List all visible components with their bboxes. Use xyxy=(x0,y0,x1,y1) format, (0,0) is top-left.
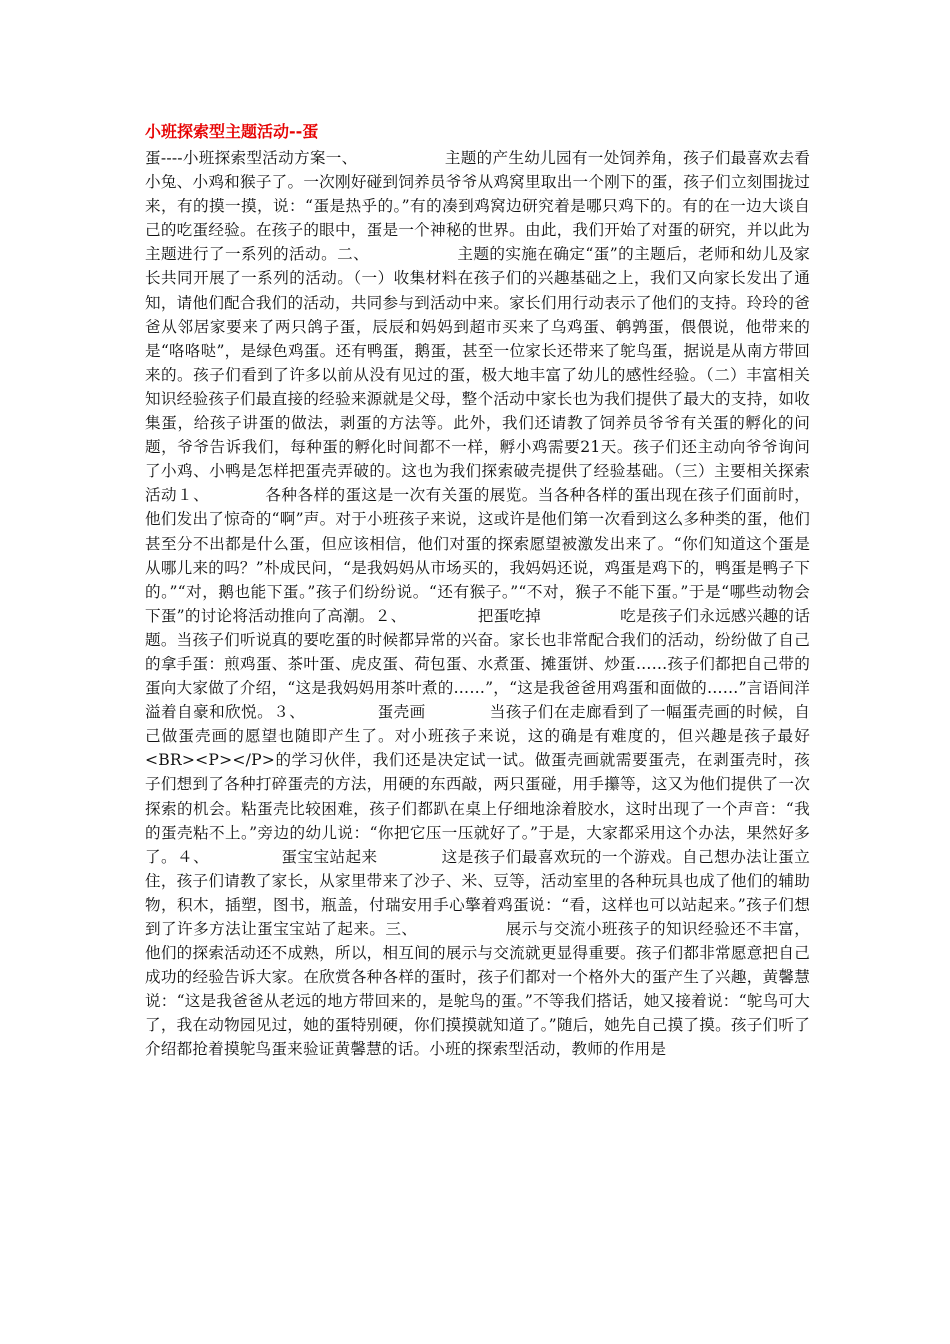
document-title: 小班探索型主题活动--蛋 xyxy=(145,122,319,141)
document-page xyxy=(145,120,858,1062)
document-body: 蛋----小班探索型活动方案一、 主题的产生幼儿园有一处饲养角，孩子们最喜欢去看小兔、小鸡和猴子了。一次刚好碰到饲养员爷爷从鸡窝里取出一个刚下的蛋，孩子们立刻围拢过来，有的摸一摸，说：“蛋是热乎的。”有的凑到鸡窝边研究着是哪只鸡下的。有的在一边大谈自己的吃蛋经验。在孩子的眼中，蛋是一个神秘的世界。由此，我们开始了对蛋的研究，并以此为主题进行了一系列的活动。二、 主题的实施在确定“蛋”的主题后，老师和幼儿及家长共同开展了一系列的活动。（一）收集材料在孩子们的兴趣基础之上，我们又向家长发出了通知，请他们配合我们的活动，共同参与到活动中来。家长们用行动表示了他们的支持。玲玲的爸爸从邻居家要来了两只鸽子蛋，辰辰和妈妈到超市买来了乌鸡蛋、鹌鹑蛋，偎偎说，他带来的是“咯咯哒”，是绿色鸡蛋。还有鸭蛋，鹅蛋，甚至一位家长还带来了鸵鸟蛋，据说是从南方带回来的。孩子们看到了许多以前从没有见过的蛋，极大地丰富了幼儿的感性经验。（二）丰富相关知识经验孩子们最直接的经验来源就是父母，整个活动中家长也为我们提供了最大的支持，如收集蛋，给孩子讲蛋的做法，剥蛋的方法等。此外，我们还请教了饲养员爷爷有关蛋的孵化的问题，爷爷告诉我们，每种蛋的孵化时间都不一样，孵小鸡需要21天。孩子们还主动向爷爷询问了小鸡、小鸭是怎样把蛋壳弄破的。这也为我们探索破壳提供了经验基础。（三）主要相关探索活动１、 各种各样的蛋这是一次有关蛋的展览。当各种各样的蛋出现在孩子们面前时，他们发出了惊奇的“啊”声。对于小班孩子来说，这或许是他们第一次看到这么多种类的蛋，他们甚至分不出都是什么蛋，但应该相信，他们对蛋的探索愿望被激发出来了。“你们知道这个蛋是从哪儿来的吗？”朴成民问，“是我妈妈从市场买的，我妈妈还说，鸡蛋是鸡下的，鸭蛋是鸭子下的。”“对，鹅也能下蛋。”孩子们纷纷说。“还有猴子。”“不对，猴子不能下蛋。”于是“哪些动物会下蛋”的讨论将活动推向了高潮。２、 把蛋吃掉 吃是孩子们永远感兴趣的话题。当孩子们听说真的要吃蛋的时候都异常的兴奋。家长也非常配合我们的活动，纷纷做了自己的拿手蛋：煎鸡蛋、茶叶蛋、虎皮蛋、荷包蛋、水煮蛋、摊蛋饼、炒蛋……孩子们都把自己带的蛋向大家做了介绍，“这是我妈妈用茶叶煮的……”，“这是我爸爸用鸡蛋和面做的……”言语间洋溢着自豪和欣悦。３、 蛋壳画 当孩子们在走廊看到了一幅蛋壳画的时候，自己做蛋壳画的愿望也随即产生了。对小班孩子来说，这的确是有难度的，但兴趣是孩子最好 <BR><P></P>的学习伙伴，我们还是决定试一试。做蛋壳画就需要蛋壳，在剥蛋壳时，孩子们想到了各种打碎蛋壳的方法，用硬的东西敲，两只蛋碰，用手攥等，这又为他们提供了一次探索的机会。粘蛋壳比较困难，孩子们都趴在桌上仔细地涂着胶水，这时出现了一个声音：“我的蛋壳粘不上。”旁边的幼儿说：“你把它压一压就好了。”于是，大家都采用这个办法，果然好多了。４、 蛋宝宝站起来 这是孩子们最喜欢玩的一个游戏。自己想办法让蛋立住，孩子们请教了家长，从家里带来了沙子、米、豆等，活动室里的各种玩具也成了他们的辅助物，积木，插塑，图书，瓶盖，付瑞安用手心擎着鸡蛋说：“看，这样也可以站起来。”孩子们想到了许多方法让蛋宝宝站了起来。三、 展示与交流小班孩子的知识经验还不丰富，他们的探索活动还不成熟，所以，相互间的展示与交流就更显得重要。孩子们都非常愿意把自己成功的经验告诉大家。在欣赏各种各样的蛋时，孩子们都对一个格外大的蛋产生了兴趣，黄馨慧说：“这是我爸爸从老远的地方带回来的，是鸵鸟的蛋。”不等我们搭话，她又接着说：“鸵鸟可大了，我在动物园见过，她的蛋特别硬，你们摸摸就知道了。”随后，她先自己摸了摸。孩子们听了介绍都抢着摸鸵鸟蛋来验证黄馨慧的话。小班的探索型活动，教师的作用是 xyxy=(145,149,858,1059)
